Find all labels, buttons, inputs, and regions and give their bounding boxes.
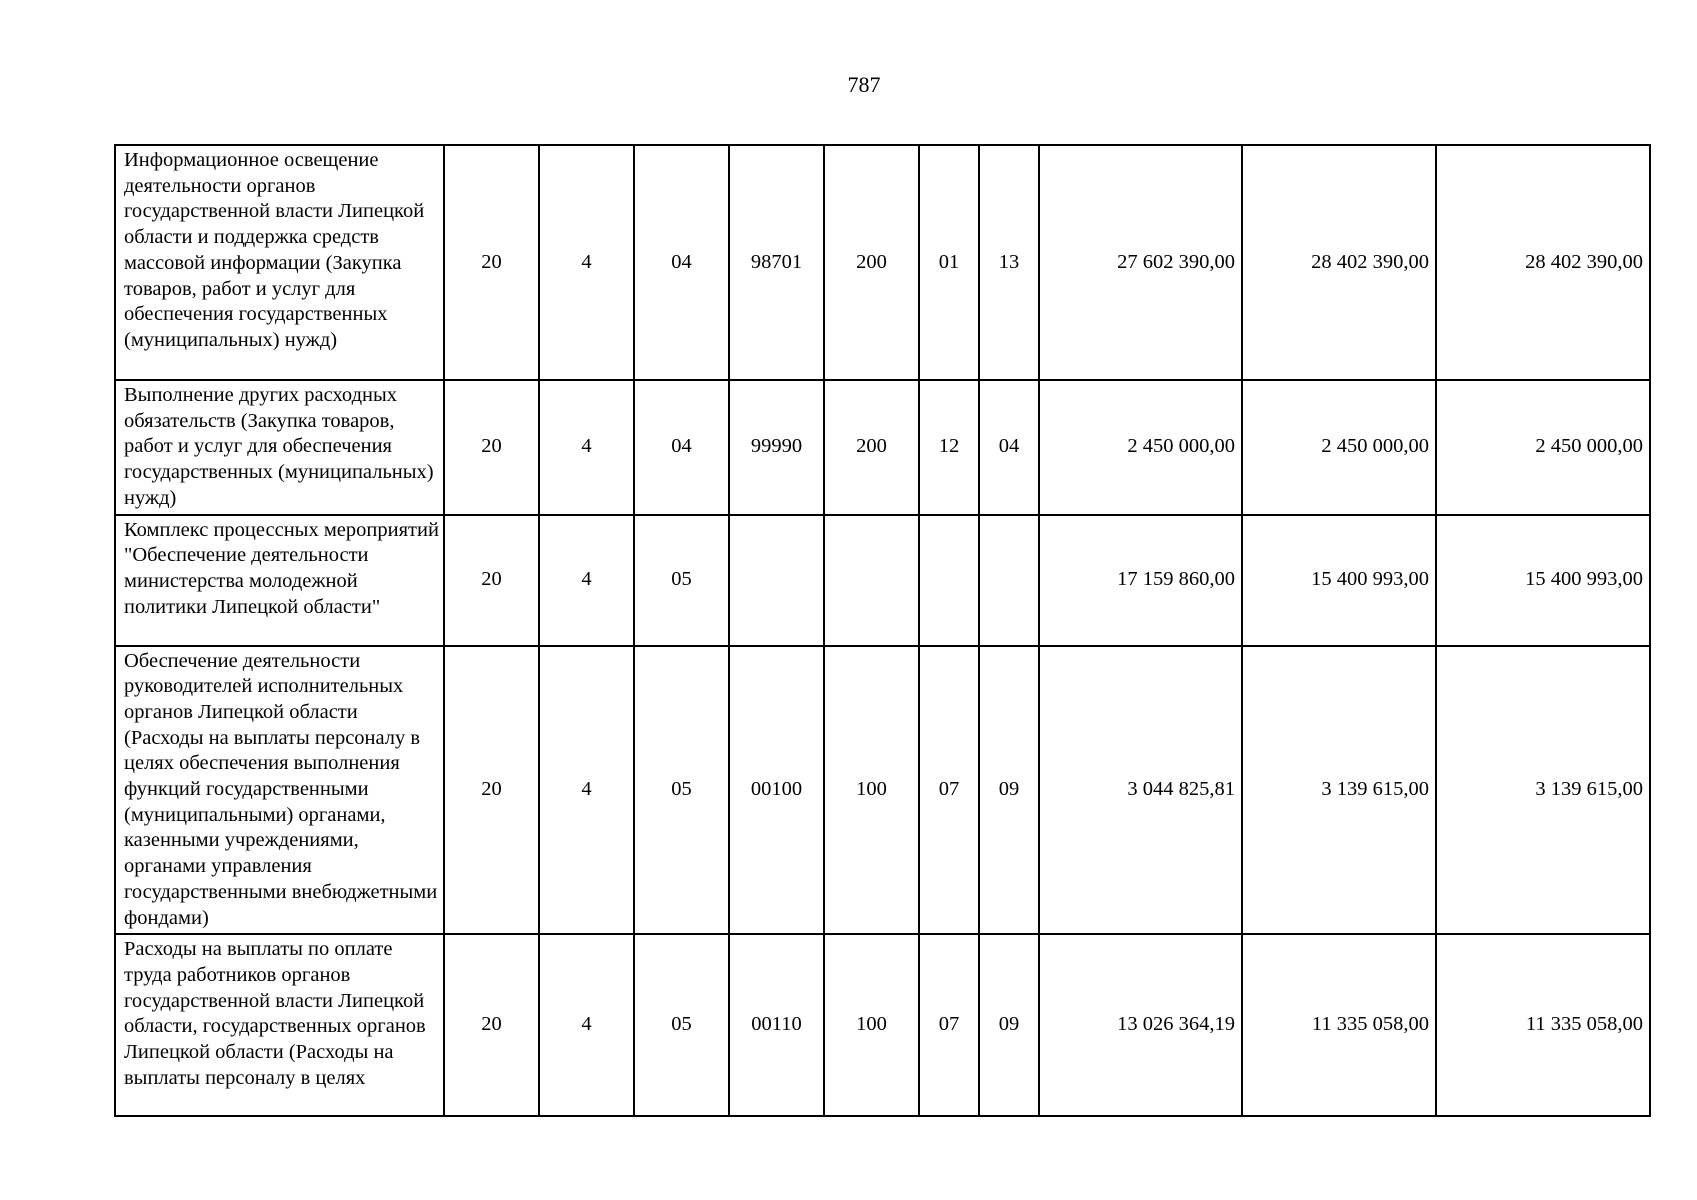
amount-cell: 13 026 364,19 <box>1039 934 1242 1116</box>
code-cell: 07 <box>919 646 979 935</box>
code-cell: 04 <box>634 145 729 380</box>
amount-cell: 28 402 390,00 <box>1436 145 1650 380</box>
code-cell: 07 <box>919 934 979 1116</box>
code-cell: 99990 <box>729 380 824 515</box>
code-cell <box>824 515 919 646</box>
table-row <box>115 934 1650 1116</box>
code-cell: 200 <box>824 380 919 515</box>
table-row <box>115 145 1650 380</box>
amount-cell: 2 450 000,00 <box>1436 380 1650 515</box>
code-cell: 4 <box>539 145 634 380</box>
code-cell: 20 <box>444 515 539 646</box>
table-row <box>115 380 1650 515</box>
code-cell: 4 <box>539 934 634 1116</box>
code-cell: 00100 <box>729 646 824 935</box>
amount-cell: 2 450 000,00 <box>1242 380 1436 515</box>
code-cell: 200 <box>824 145 919 380</box>
row-name: Выполнение других расходных обязательств (Закупка товаров, работ и услуг для обеспечения государственных (муниципальных) нужд) <box>115 380 444 515</box>
code-cell <box>979 515 1039 646</box>
row-name: Комплекс процессных мероприятий "Обеспечение деятельности министерства молодежной политики Липецкой области" <box>115 515 444 646</box>
code-cell: 4 <box>539 646 634 935</box>
code-cell: 100 <box>824 646 919 935</box>
code-cell: 05 <box>634 515 729 646</box>
code-cell: 20 <box>444 145 539 380</box>
code-cell: 13 <box>979 145 1039 380</box>
amount-cell: 15 400 993,00 <box>1242 515 1436 646</box>
amount-cell: 3 044 825,81 <box>1039 646 1242 935</box>
amount-cell: 3 139 615,00 <box>1436 646 1650 935</box>
table-body <box>115 145 1650 1116</box>
budget-table <box>114 144 1651 1117</box>
amount-cell: 15 400 993,00 <box>1436 515 1650 646</box>
code-cell: 4 <box>539 515 634 646</box>
code-cell: 12 <box>919 380 979 515</box>
code-cell: 100 <box>824 934 919 1116</box>
amount-cell: 11 335 058,00 <box>1436 934 1650 1116</box>
code-cell: 4 <box>539 380 634 515</box>
amount-cell: 27 602 390,00 <box>1039 145 1242 380</box>
amount-cell: 2 450 000,00 <box>1039 380 1242 515</box>
row-name: Информационное освещение деятельности органов государственной власти Липецкой области и поддержка средств массовой информации (Закупка товаров, работ и услуг для обеспечения государственных (муниципальных) нужд) <box>115 145 444 380</box>
row-name: Расходы на выплаты по оплате труда работников органов государственной власти Липецкой области, государственных органов Липецкой области (Расходы на выплаты персоналу в целях <box>115 934 444 1116</box>
amount-cell: 28 402 390,00 <box>1242 145 1436 380</box>
code-cell <box>919 515 979 646</box>
code-cell: 09 <box>979 934 1039 1116</box>
code-cell: 98701 <box>729 145 824 380</box>
amount-cell: 11 335 058,00 <box>1242 934 1436 1116</box>
code-cell: 20 <box>444 934 539 1116</box>
code-cell: 04 <box>979 380 1039 515</box>
code-cell: 20 <box>444 380 539 515</box>
amount-cell: 3 139 615,00 <box>1242 646 1436 935</box>
code-cell: 05 <box>634 934 729 1116</box>
table-row <box>115 515 1650 646</box>
code-cell: 04 <box>634 380 729 515</box>
code-cell <box>729 515 824 646</box>
code-cell: 20 <box>444 646 539 935</box>
amount-cell: 17 159 860,00 <box>1039 515 1242 646</box>
code-cell: 01 <box>919 145 979 380</box>
code-cell: 05 <box>634 646 729 935</box>
code-cell: 00110 <box>729 934 824 1116</box>
code-cell: 09 <box>979 646 1039 935</box>
table-row <box>115 646 1650 935</box>
row-name: Обеспечение деятельности руководителей исполнительных органов Липецкой области (Расходы на выплаты персоналу в целях обеспечения выполнения функций государственными (муниципальными) органами, казенными учреждениями, органами управления государственными внебюджетными фондами) <box>115 646 444 935</box>
page-number: 787 <box>847 72 881 97</box>
